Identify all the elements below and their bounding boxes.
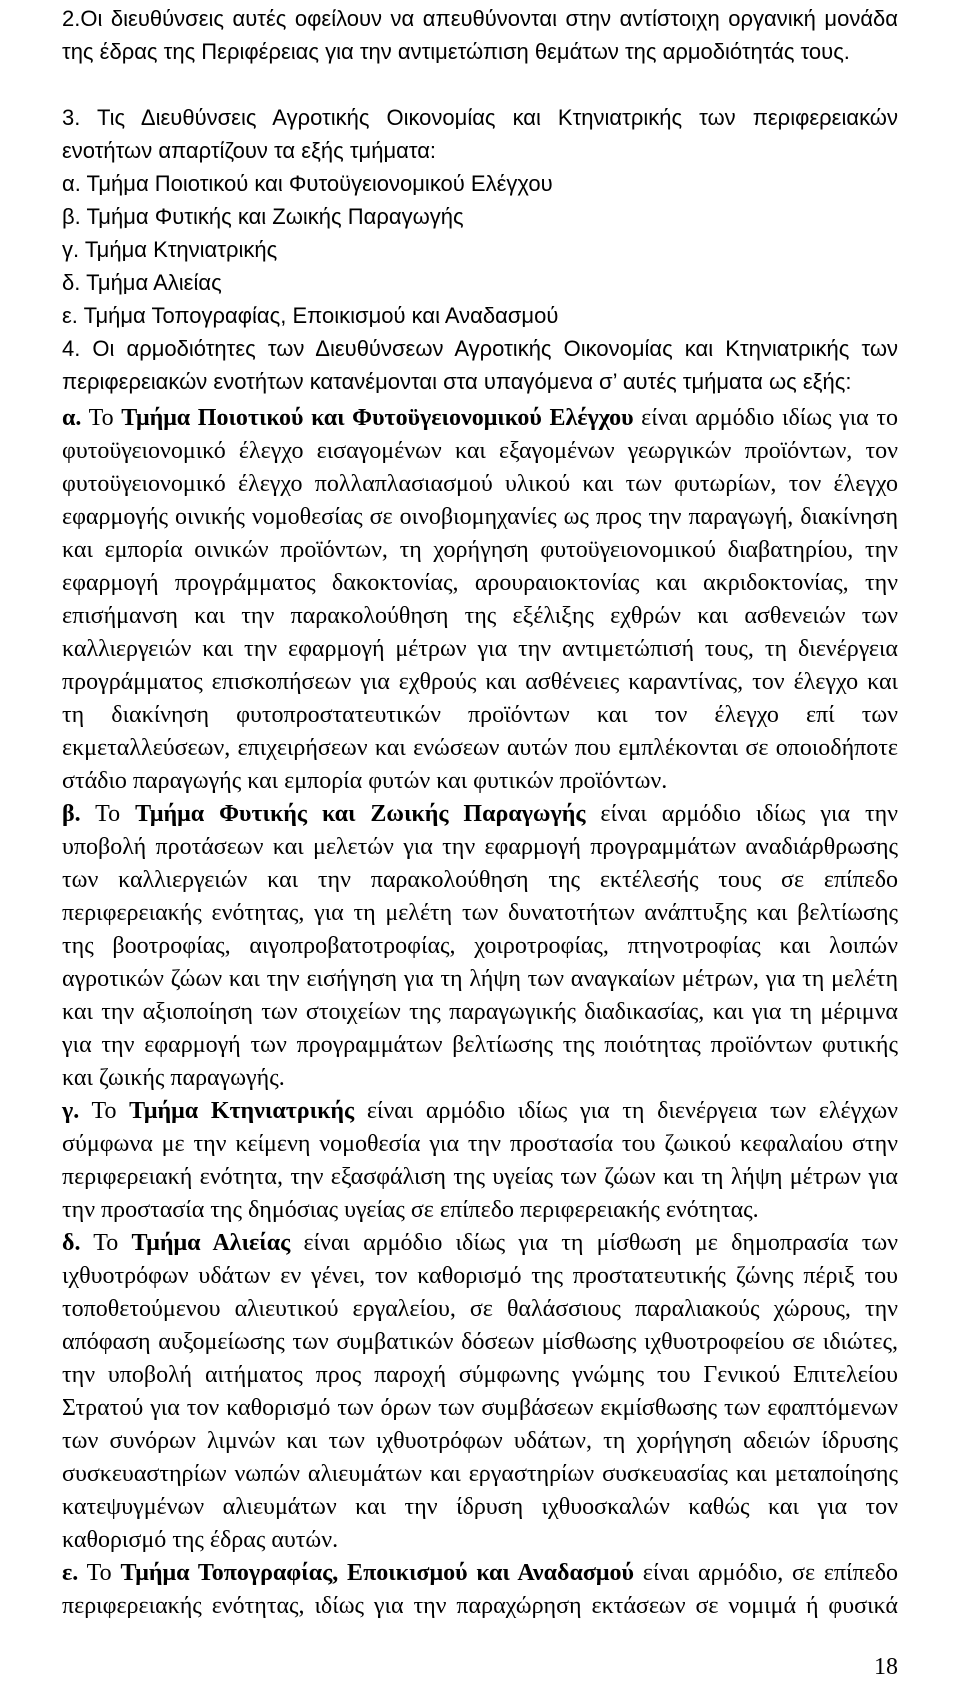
text-line: για την εφαρμογή των προγραμμάτων βελτίωσης της ποιότητας προϊόντων φυτικής [62,1032,898,1058]
text-run: Το [81,405,122,431]
list-item: γ. Τμήμα Κτηνιατρικής [62,237,278,262]
text-line: σύμφωνα με την κείμενη νομοθεσία για την προστασία του ζωικού κεφαλαίου στην [62,1131,898,1157]
text-line: προγράμματος επισκοπήσεων για εχθρούς και ασθένειες καραντίνας, τον έλεγχο και [62,669,898,695]
department-name: Τμήμα Αλιείας [131,1230,291,1256]
department-name: Τμήμα Κτηνιατρικής [129,1098,355,1124]
text-line: φυτοϋγειονομικό έλεγχο πολλαπλασιασμού υλικού και των φυτωρίων, τον έλεγχο [62,471,898,497]
section-letter: γ. [62,1098,80,1124]
text-line: ενοτήτων απαρτίζουν τα εξής τμήματα: [62,138,437,163]
text-line: ιχθυοτρόφων υδάτων εν γένει, τον καθορισμό της προστατευτικής ζώνης πέριξ του [62,1263,898,1289]
text-line: και την αξιοποίηση των στοιχείων της παραγωγικής διαδικασίας, και για τη μέριμνα [62,999,898,1025]
text-line: των καλλιεργειών και την παρακολούθηση της εκτέλεσής τους σε επίπεδο [62,867,898,893]
section-heading-line [62,1227,898,1260]
text-line: 3. Τις Διευθύνσεις Αγροτικής Οικονομίας και Κτηνιατρικής των περιφερειακών [62,105,898,130]
text-line: των συνόρων λιμνών και των ιχθυοτρόφων υδάτων, τη χορήγηση αδειών ίδρυσης [62,1428,898,1454]
text-run: είναι αρμόδιο ιδίως για την [585,801,899,827]
section-d [62,1227,898,1557]
text-line: εκμεταλλεύσεων, επιχειρήσεων και ενώσεων αυτών που εμπλέκονται σε οποιοδήποτε [62,735,898,761]
text-line: περιφερειακών ενοτήτων κατανέμονται στα υπαγόμενα σ’ αυτές τμήματα ως εξής: [62,369,852,394]
text-line: καθορισμό της έδρας αυτών. [62,1527,339,1553]
text-run: είναι αρμόδιο, σε επίπεδο [633,1560,899,1586]
text-line: τοποθετούμενου αλιευτικού εργαλείου, σε θαλάσσιους παραλιακούς χώρους, την [62,1296,898,1322]
text-line: υποβολή προτάσεων και μελετών για την εφαρμογή προγραμμάτων αναδιάρθρωσης [62,834,898,860]
text-line: την προστασία της δημόσιας υγείας σε επίπεδο περιφερειακής ενότητας. [62,1197,759,1223]
text-line: αγροτικών ζώων και την εισήγηση για τη λήψη των αναγκαίων μέτρων, για τη μελέτη [62,966,898,992]
section-b [62,798,898,1095]
paragraph-4 [62,332,898,398]
section-heading-line [62,798,898,831]
section-heading-line [62,1557,898,1590]
text-line: της βοοτροφίας, αιγοπροβατοτροφίας, χοιροτροφίας, πτηνοτροφίας και λοιπών [62,933,898,959]
list-item: δ. Τμήμα Αλιείας [62,270,222,295]
text-line: την υποβολή αιτήματος προς παροχή σύμφωνης γνώμης του Γενικού Επιτελείου [62,1362,898,1388]
text-line: και εμπορία οινικών προϊόντων, τη χορήγηση φυτοϋγειονομικού διαβατηρίου, την [62,537,898,563]
text-line: κατεψυγμένων αλιευμάτων και την ίδρυση ιχθυοσκαλών καθώς και για τον [62,1494,898,1520]
section-heading-line [62,1095,898,1128]
list-item: ε. Τμήμα Τοπογραφίας, Εποικισμού και Αναδασμού [62,303,559,328]
text-line: επισήμανση και την παρακολούθηση της εξέλιξης εχθρών και ασθενειών των [62,603,898,629]
text-run: Το [79,1098,130,1124]
text-line: Στρατού για τον καθορισμό των όρων των συμβάσεων εκμίσθωσης των εφαπτόμενων [62,1395,898,1421]
section-heading-line [62,402,898,435]
text-run: είναι αρμόδιο ιδίως για τη μίσθωση με δημοπρασία των [290,1230,899,1256]
section-letter: ε. [62,1560,79,1586]
text-line: εφαρμογής οινικής νομοθεσίας σε οινοβιομηχανίες ως προς την παραγωγή, διακίνηση [62,504,898,530]
section-letter: β. [62,801,81,827]
text-line: τη διακίνηση φυτοπροστατευτικών προϊόντων και τον έλεγχο επί των [62,702,898,728]
list-item: β. Τμήμα Φυτικής και Ζωικής Παραγωγής [62,204,464,229]
text-line: περιφερειακής ενότητας, για τη μελέτη των δυνατοτήτων ανάπτυξης και βελτίωσης [62,900,898,926]
text-line: καλλιεργειών και την εφαρμογή μέτρων για την αντιμετώπισή τους, τη διενέργεια [62,636,898,662]
section-a [62,402,898,798]
list-item: α. Τμήμα Ποιοτικού και Φυτοϋγειονομικού Ελέγχου [62,171,553,196]
text-line: συσκευαστηρίων νωπών αλιευμάτων και εργαστηρίων συσκευασίας και μεταποίησης [62,1461,898,1487]
text-line: περιφερειακή ενότητα, την εξασφάλιση της υγείας των ζώων και τη λήψη μέτρων για [62,1164,898,1190]
department-name: Τμήμα Ποιοτικού και Φυτοϋγειονομικού Ελέγχου [121,405,634,431]
paragraph-2 [62,2,898,68]
text-line: στάδιο παραγωγής και εμπορία φυτών και φυτικών προϊόντων. [62,768,668,794]
section-letter: α. [62,405,82,431]
section-e [62,1557,898,1623]
text-run: είναι αρμόδιο ιδίως για τη διενέργεια των ελέγχων [354,1098,899,1124]
text-line: περιφερειακής ενότητας, ιδίως για την παραχώρηση εκτάσεων σε νομιμά ή φυσικά [62,1593,898,1619]
page-number: 18 [874,1654,898,1680]
department-name: Τμήμα Φυτικής και Ζωικής Παραγωγής [135,801,586,827]
section-c [62,1095,898,1227]
department-name: Τμήμα Τοπογραφίας, Εποικισμού και Αναδασμού [120,1560,634,1586]
text-line: 2.Οι διευθύνσεις αυτές οφείλουν να απευθύνονται στην αντίστοιχη οργανική μονάδα [62,6,898,31]
text-line: απόφαση αυξομείωσης των συμβατικών δόσεων μίσθωσης ιχθυοτροφείου σε ιδιώτες, [62,1329,898,1355]
text-run: είναι αρμόδιο ιδίως για το [633,405,899,431]
section-letter: δ. [62,1230,81,1256]
paragraph-3 [62,101,898,332]
text-line: 4. Οι αρμοδιότητες των Διευθύνσεων Αγροτικής Οικονομίας και Κτηνιατρικής των [62,336,898,361]
text-run: Το [78,1560,121,1586]
text-line: εφαρμογή προγράμματος δακοκτονίας, αρουραιοκτονίας και ακριδοκτονίας, την [62,570,898,596]
text-line: και ζωικής παραγωγής. [62,1065,285,1091]
text-run: Το [80,1230,132,1256]
text-run: Το [80,801,136,827]
text-line: φυτοϋγειονομικό έλεγχο εισαγομένων και εξαγομένων γεωργικών προϊόντων, τον [62,438,898,464]
text-line: της έδρας της Περιφέρειας για την αντιμετώπιση θεμάτων της αρμοδιότητάς τους. [62,39,850,64]
